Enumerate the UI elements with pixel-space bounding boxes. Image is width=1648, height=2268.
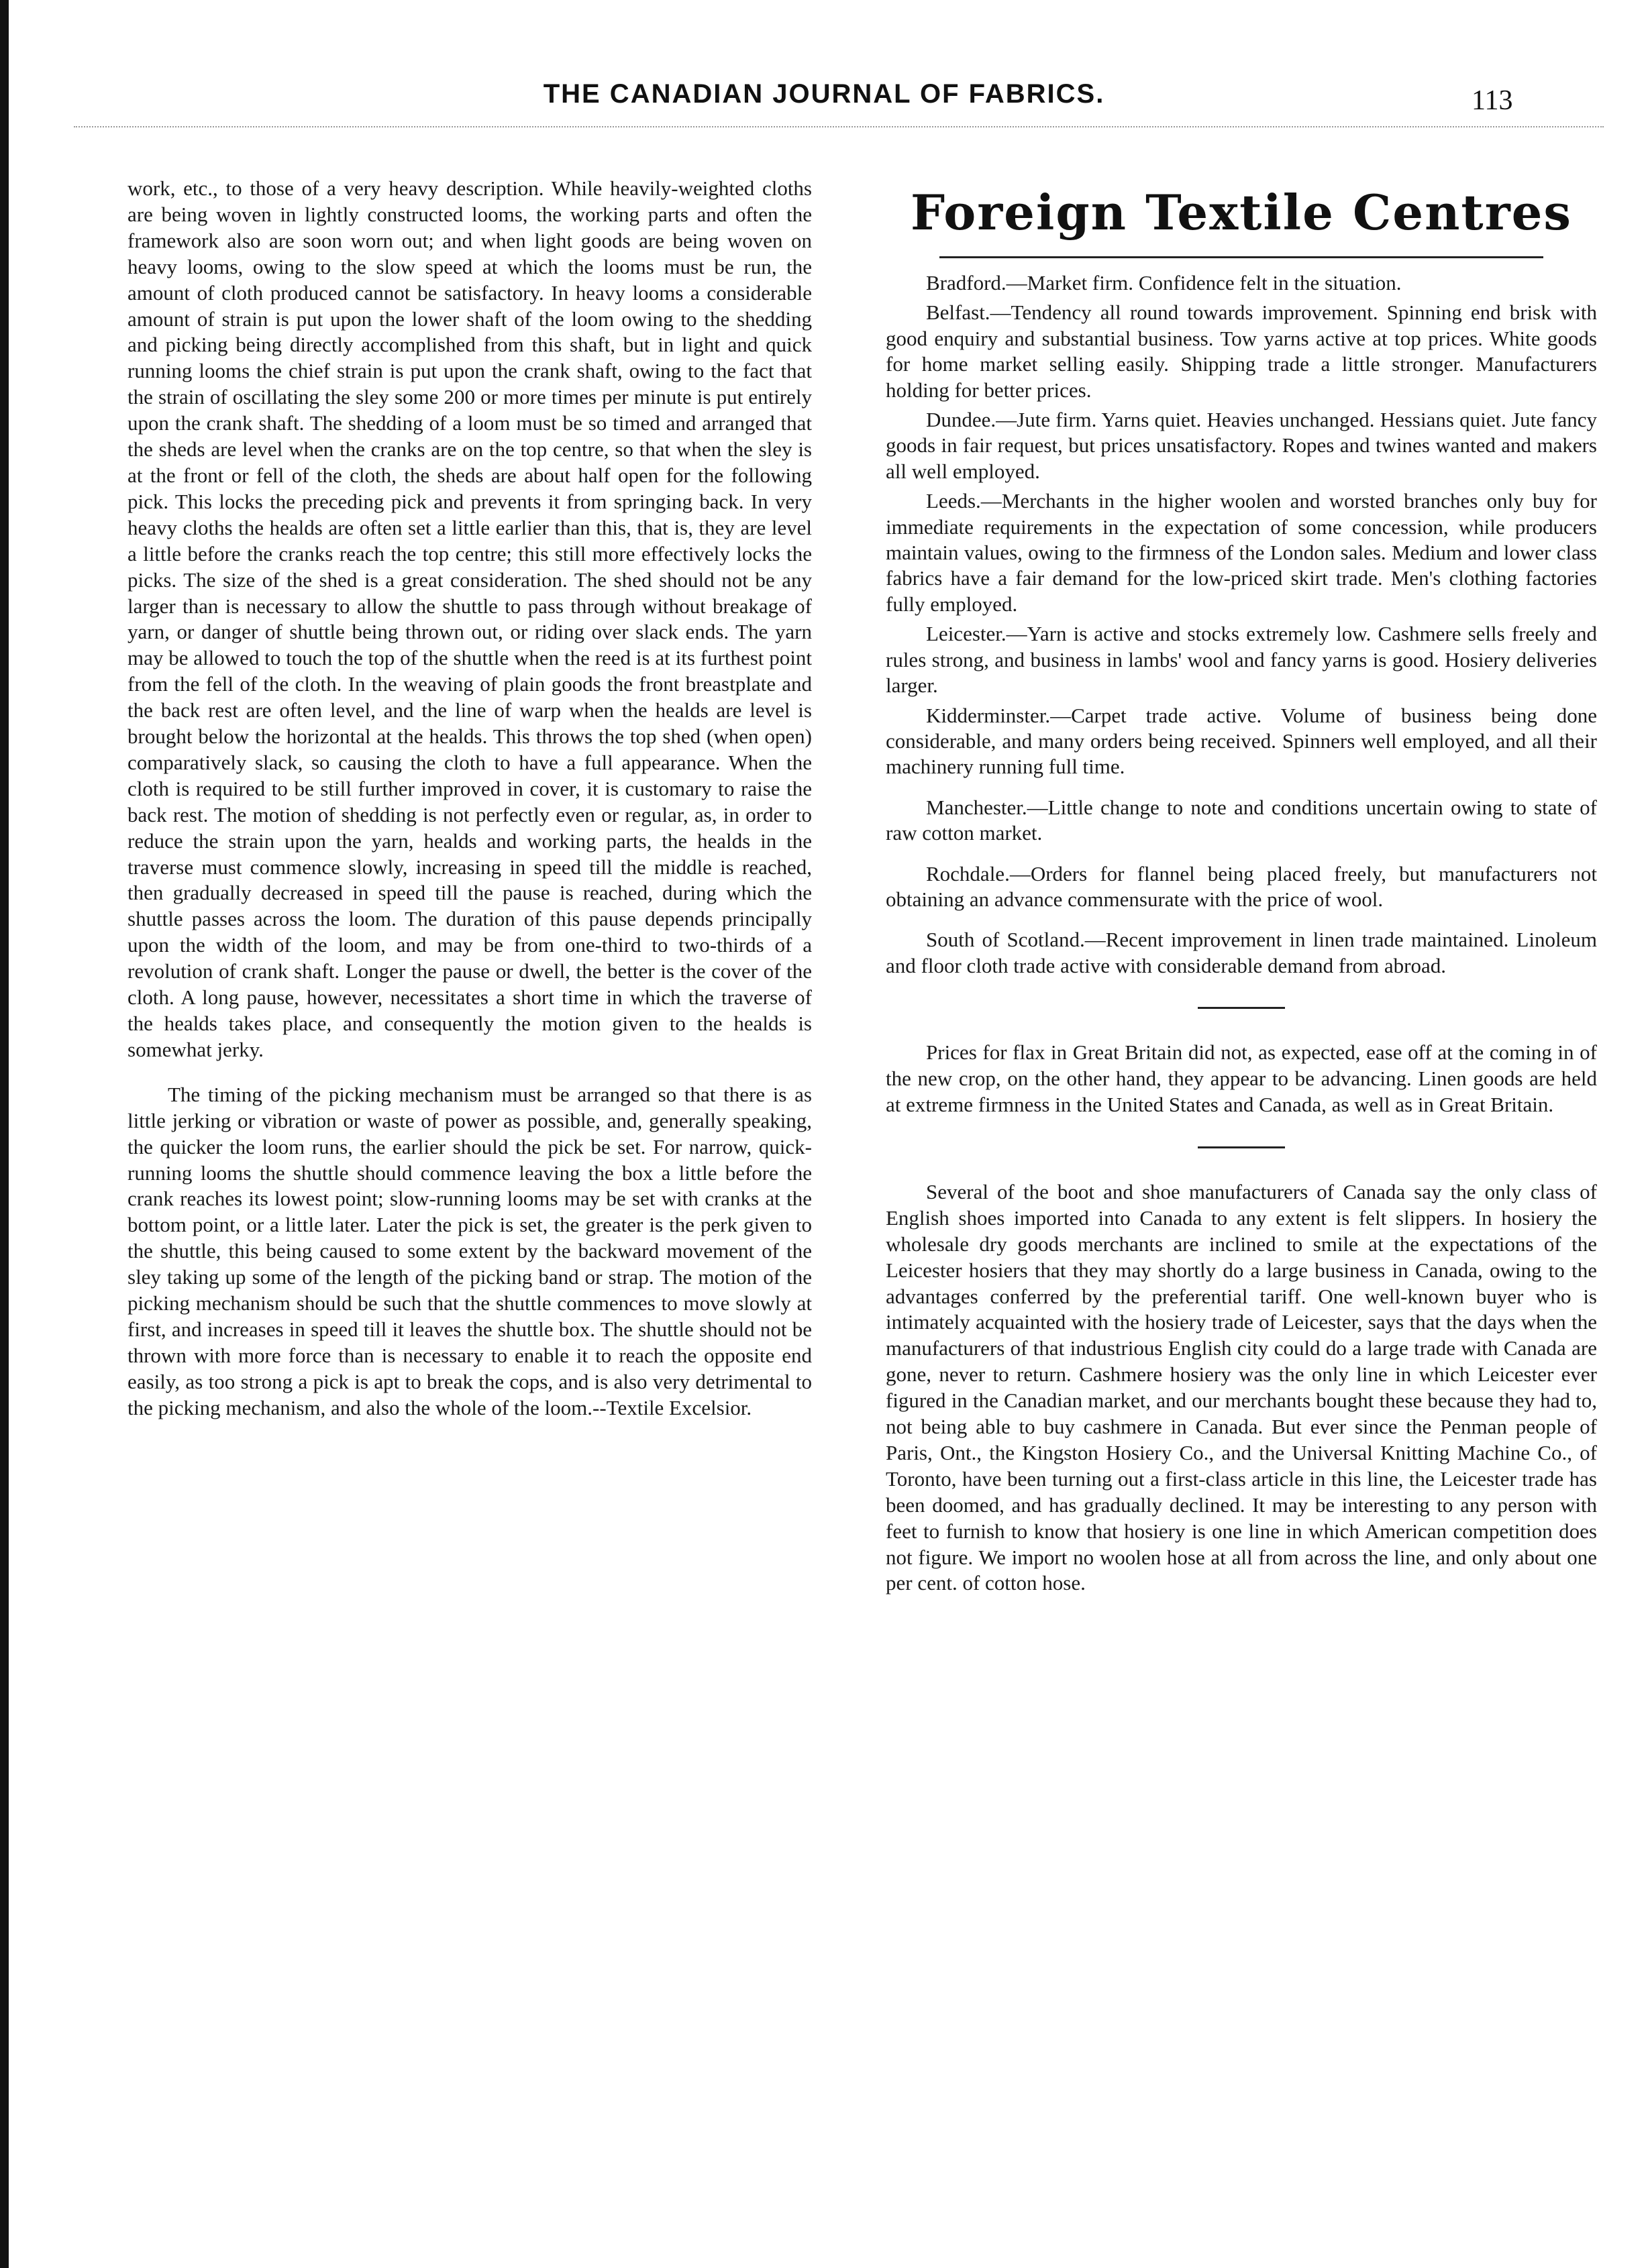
section-divider [1198, 1007, 1285, 1009]
report-manchester: Manchester.—Little change to note and conditions uncertain owing to state of raw cotton market. [886, 795, 1597, 845]
right-column [886, 176, 1597, 1597]
flax-prices-item: Prices for flax in Great Britain did not, as expected, ease off at the coming in of the new crop, on the other hand, they appear to be advancing. Linen goods are held at extreme firmness in the United States and Canada, as well as in Great Britain. [886, 1040, 1597, 1116]
page-number: 113 [1472, 85, 1513, 116]
scan-edge-bar [0, 0, 9, 2268]
page-header [0, 79, 1648, 126]
header-rule [74, 126, 1604, 127]
report-south-of-scotland: South of Scotland.—Recent improvement in linen trade maintained. Linoleum and floor cloth trade active with considerable demand from abroad. [886, 928, 1597, 977]
left-column [127, 176, 812, 1421]
article-paragraph-picking: The timing of the picking mechanism must be arranged so that there is as little jerking or vibration or waste of power as possible, and, generally speaking, the quicker the loom runs, the earlier should the pick be set. For narrow, quick-running looms the shuttle should commence leaving the box a little before the crank reaches its lowest point; slow-running looms may be set with cranks at the bottom point, or a little later. Later the pick is set, the greater is the perk given to the shuttle, this being caused to some extent by the backward movement of the sley taking up some of the length of the picking band or strap. The motion of the picking mechanism should be such that the shuttle commences to move slowly at first, and increases in speed till it leaves the shuttle box. The shuttle should not be thrown with more force than is necessary to enable it to reach the opposite end easily, as too strong a pick is apt to break the cops, and is also very detrimental to the picking mechanism, and also the whole of the loom.--Textile Excelsior. [127, 1082, 812, 1419]
section-masthead: Foreign Textile Centres [911, 184, 1572, 241]
report-kidderminster: Kidderminster.—Carpet trade active. Volume of business being done considerable, and many orders being received. Spinners well employed, and all their machinery running full time. [886, 703, 1597, 779]
report-leeds: Leeds.—Merchants in the higher woolen and worsted branches only buy for immediate requirements in the expectation of some concession, while producers maintain values, owing to the firmness of the London sales. Medium and lower class fabrics have a fair demand for the low-priced skirt trade. Men's clothing factories fully employed. [886, 489, 1597, 616]
report-leicester: Leicester.—Yarn is active and stocks extremely low. Cashmere sells freely and rules strong, and business in lambs' wool and fancy yarns is good. Hosiery deliveries larger. [886, 622, 1597, 698]
report-belfast: Belfast.—Tendency all round towards improvement. Spinning end brisk with good enquiry and substantial business. Tow yarns active at top prices. White goods for home market selling easily. Shipping trade a little stronger. Manufacturers holding for better prices. [886, 301, 1597, 402]
report-rochdale: Rochdale.—Orders for flannel being placed freely, but manufacturers not obtaining an advance commensurate with the price of wool. [886, 861, 1597, 911]
section-divider [1198, 1146, 1285, 1148]
article-paragraph-shedding: work, etc., to those of a very heavy description. While heavily-weighted cloths are being woven in lightly constructed looms, the working parts and often the framework also are soon worn out; and when light goods are being woven on heavy looms, owing to the slow speed at which the looms must be run, the amount of cloth produced cannot be satisfactory. In heavy looms a considerable amount of strain is put upon the lower shaft of the loom owing to the shedding and picking being directly accomplished from this shaft, but in light and quick running looms the chief strain is put upon the crank shaft, owing to the fact that the strain of oscillating the sley some 200 or more times per minute is put entirely upon the crank shaft. The shedding of a loom must be so timed and arranged that the sheds are level when the cranks are on the top centre, so that when the sley is at the front or fell of the cloth, the sheds are about half open for the following pick. This locks the preceding pick and prevents it from springing back. In very heavy cloths the healds are often set a little earlier than this, that is, they are level a little before the cranks reach the top centre; this still more effectively locks the picks. The size of the shed is a great consideration. The shed should not be any larger than is necessary to allow the shuttle to pass through without breakage of yarn, or danger of shuttle being thrown out, or riding over slack ends. The yarn may be allowed to touch the top of the shuttle when the reed is at its furthest point from the fell of the cloth. In the weaving of plain goods the front breastplate and the back rest are often level, and the line of warp when the healds are level is brought below the horizontal at the healds. This throws the top shed (when open) comparatively slack, so causing the cloth to have a full appearance. When the cloth is required to be still further improved in cover, it is customary to raise the back rest. The motion of shedding is not perfectly even or regular, as, in order to reduce the strain upon the yarn, healds and working parts, the healds in the traverse must commence slowly, increasing in speed till the middle is reached, then gradually decreased in speed till the pause is reached, during which the shuttle passes across the loom. The duration of this pause depends principally upon the width of the loom, and may be from one-third to two-thirds of a revolution of crank shaft. Longer the pause or dwell, the better is the cover of the cloth. A long pause, however, necessitates a short time in which the traverse of the healds takes place, and consequently the motion given to the healds is somewhat jerky. [127, 176, 812, 1061]
report-bradford: Bradford.—Market firm. Confidence felt in the situation. [926, 271, 1402, 294]
report-dundee: Dundee.—Jute firm. Yarns quiet. Heavies unchanged. Hessians quiet. Jute fancy goods in fair request, but prices unsatisfactory. Ropes and twines wanted and makers all well employed. [886, 408, 1597, 483]
running-title: THE CANADIAN JOURNAL OF FABRICS. [543, 79, 1105, 109]
boot-and-shoe-item: Several of the boot and shoe manufacturers of Canada say the only class of English shoes imported into Canada to any extent is felt slippers. In hosiery the wholesale dry goods merchants are inclined to smile at the expectations of the Leicester hosiers that they may shortly do a large business in Canada, owing to the advantages conferred by the preferential tariff. One well-known buyer who is intimately acquainted with the hosiery trade of Leicester, says that the days when the manufacturers of that industrious English city could do a large trade with Canada are gone, never to return. Cashmere hosiery was the only line in which Leicester ever figured in the Canadian market, and our merchants bought these because they had to, not being able to buy cashmere in Canada. But ever since the Penman people of Paris, Ont., the Kingston Hosiery Co., and the Universal Knitting Machine Co., of Toronto, have been turning out a first-class article in this line, the Leicester trade has been doomed, and has gradually declined. It may be interesting to any person with feet to furnish to know that hosiery is one line in which American competition does not figure. We import no woolen hose at all from across the line, and only about one per cent. of cotton hose. [886, 1179, 1597, 1595]
masthead-rule [939, 256, 1543, 258]
